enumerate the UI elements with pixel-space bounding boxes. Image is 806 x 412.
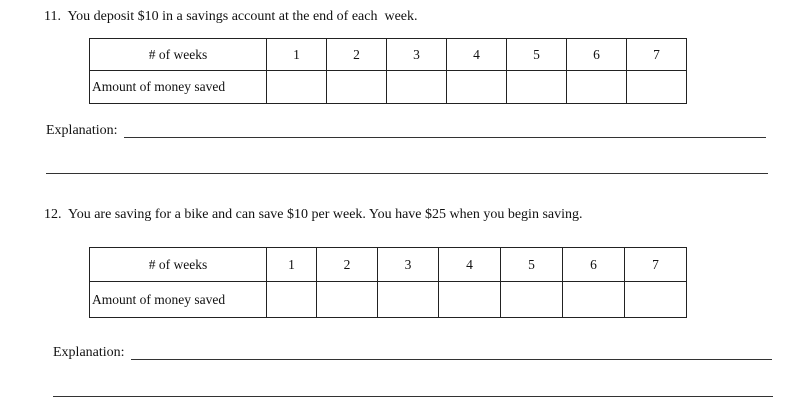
- weeks-header-label: # of weeks: [90, 39, 267, 71]
- problem-11-table: [89, 38, 687, 104]
- problem-12-explanation-line[interactable]: [131, 359, 772, 360]
- problem-11-explanation-line[interactable]: [124, 137, 766, 138]
- amount-row-label: Amount of money saved: [90, 71, 267, 104]
- table-row: [90, 248, 687, 282]
- problem-12-table: [89, 247, 687, 318]
- week-cell: 4: [447, 39, 507, 71]
- amount-answer-cell[interactable]: [627, 71, 687, 104]
- week-cell: 5: [501, 248, 563, 282]
- week-cell: 7: [625, 248, 687, 282]
- amount-row-label: Amount of money saved: [90, 282, 267, 318]
- amount-answer-cell[interactable]: [387, 71, 447, 104]
- amount-answer-cell[interactable]: [625, 282, 687, 318]
- amount-answer-cell[interactable]: [267, 282, 317, 318]
- weeks-header-label: # of weeks: [90, 248, 267, 282]
- amount-answer-cell[interactable]: [378, 282, 439, 318]
- amount-answer-cell[interactable]: [507, 71, 567, 104]
- problem-12-explanation-line-2[interactable]: [53, 396, 773, 397]
- table-row: [90, 282, 687, 318]
- amount-answer-cell[interactable]: [317, 282, 378, 318]
- table-row: [90, 71, 687, 104]
- week-cell: 5: [507, 39, 567, 71]
- problem-11-prompt: 11. You deposit $10 in a savings account at the end of each week.: [44, 9, 418, 24]
- amount-answer-cell[interactable]: [563, 282, 625, 318]
- week-cell: 6: [567, 39, 627, 71]
- week-cell: 3: [387, 39, 447, 71]
- problem-11-explanation-label: Explanation:: [46, 123, 118, 138]
- week-cell: 1: [267, 248, 317, 282]
- amount-answer-cell[interactable]: [267, 71, 327, 104]
- week-cell: 7: [627, 39, 687, 71]
- amount-answer-cell[interactable]: [501, 282, 563, 318]
- amount-answer-cell[interactable]: [447, 71, 507, 104]
- week-cell: 3: [378, 248, 439, 282]
- amount-answer-cell[interactable]: [567, 71, 627, 104]
- week-cell: 1: [267, 39, 327, 71]
- problem-12-prompt: 12. You are saving for a bike and can save $10 per week. You have $25 when you begin saving.: [44, 207, 583, 222]
- week-cell: 2: [317, 248, 378, 282]
- table-row: [90, 39, 687, 71]
- week-cell: 6: [563, 248, 625, 282]
- problem-11-explanation-line-2[interactable]: [46, 173, 768, 174]
- week-cell: 4: [439, 248, 501, 282]
- amount-answer-cell[interactable]: [439, 282, 501, 318]
- problem-12-explanation-label: Explanation:: [53, 345, 125, 360]
- amount-answer-cell[interactable]: [327, 71, 387, 104]
- week-cell: 2: [327, 39, 387, 71]
